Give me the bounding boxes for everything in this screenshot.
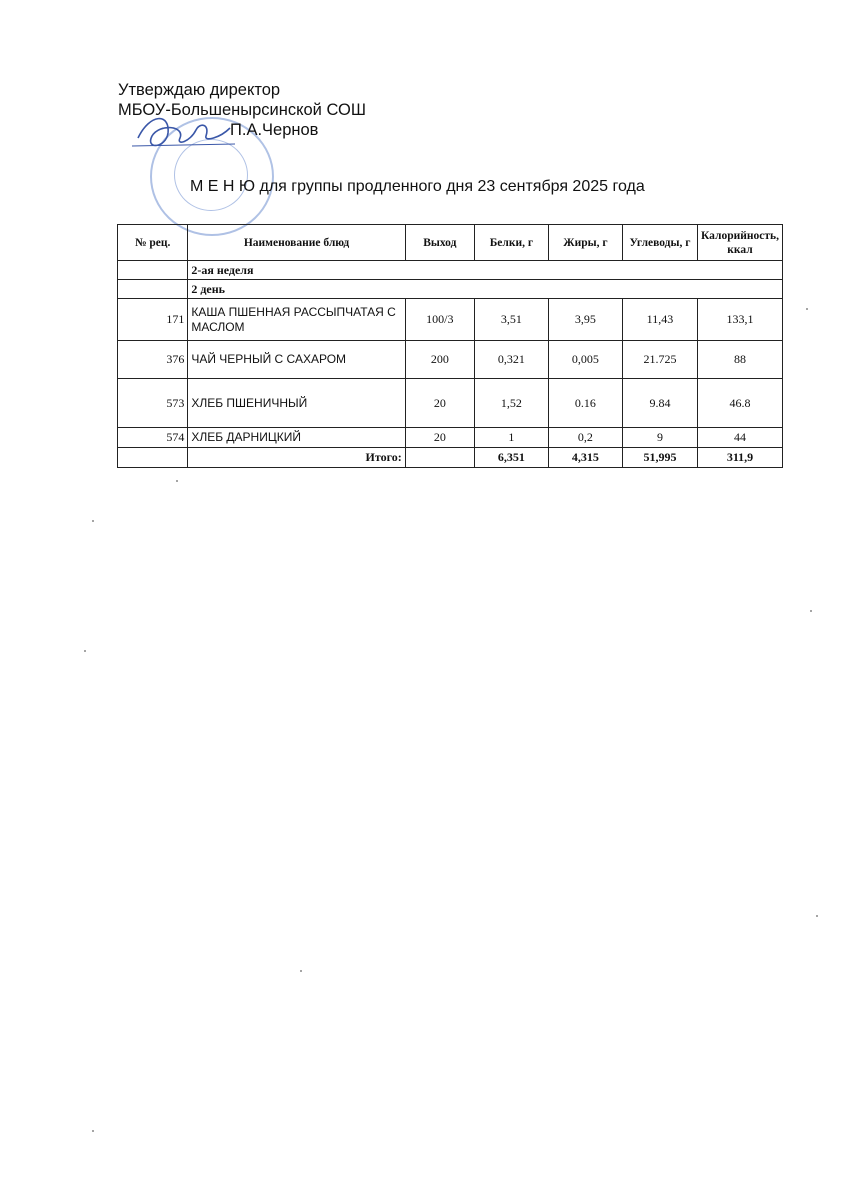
header-name: Наименование блюд [188,225,405,261]
table-row [118,428,783,448]
row-calories: 44 [697,428,782,448]
table-row [118,299,783,341]
scan-speck [806,308,808,310]
row-out: 200 [405,341,474,379]
scan-speck [816,915,818,917]
row-fats: 0,005 [548,341,622,379]
table-row [118,379,783,428]
day-label: 2 день [188,280,783,299]
row-num: 573 [118,379,188,428]
scan-speck [176,480,178,482]
row-carbs: 21.725 [622,341,697,379]
scan-speck [92,1130,94,1132]
row-proteins: 1 [474,428,548,448]
row-num: 376 [118,341,188,379]
approval-line-3: П.А.Чернов [230,121,319,139]
row-calories: 46.8 [697,379,782,428]
approval-line-1: Утверждаю директор [118,81,281,99]
row-calories: 88 [697,341,782,379]
total-calories: 311,9 [697,448,782,468]
row-carbs: 9.84 [622,379,697,428]
scan-speck [300,970,302,972]
header-fats: Жиры, г [548,225,622,261]
total-row [118,448,783,468]
approval-line-2: МБОУ-Большенырсинской СОШ [118,101,366,119]
table-header-row [118,225,783,261]
row-out: 100/3 [405,299,474,341]
table-row [118,341,783,379]
header-calories: Калорийность, ккал [697,225,782,261]
row-proteins: 1,52 [474,379,548,428]
row-carbs: 11,43 [622,299,697,341]
row-carbs: 9 [622,428,697,448]
scan-speck [92,520,94,522]
row-out: 20 [405,428,474,448]
header-num: № рец. [118,225,188,261]
total-proteins: 6,351 [474,448,548,468]
row-num: 171 [118,299,188,341]
row-proteins: 3,51 [474,299,548,341]
approval-block [118,80,366,140]
row-fats: 0.16 [548,379,622,428]
scan-speck [84,650,86,652]
row-name: ХЛЕБ ПШЕНИЧНЫЙ [188,379,405,428]
menu-title: М Е Н Ю для группы продленного дня 23 сентября 2025 года [190,178,645,195]
row-name: КАША ПШЕННАЯ РАССЫПЧАТАЯ С МАСЛОМ [188,299,405,341]
header-proteins: Белки, г [474,225,548,261]
day-row [118,280,783,299]
row-proteins: 0,321 [474,341,548,379]
row-name: ЧАЙ ЧЕРНЫЙ С САХАРОМ [188,341,405,379]
header-out: Выход [405,225,474,261]
total-carbs: 51,995 [622,448,697,468]
row-num: 574 [118,428,188,448]
row-calories: 133,1 [697,299,782,341]
total-fats: 4,315 [548,448,622,468]
week-label: 2-ая неделя [188,261,783,280]
week-row [118,261,783,280]
scan-speck [810,610,812,612]
total-label: Итого: [188,448,405,468]
row-fats: 0,2 [548,428,622,448]
header-carbs: Углеводы, г [622,225,697,261]
row-out: 20 [405,379,474,428]
row-name: ХЛЕБ ДАРНИЦКИЙ [188,428,405,448]
row-fats: 3,95 [548,299,622,341]
menu-table [117,224,783,468]
